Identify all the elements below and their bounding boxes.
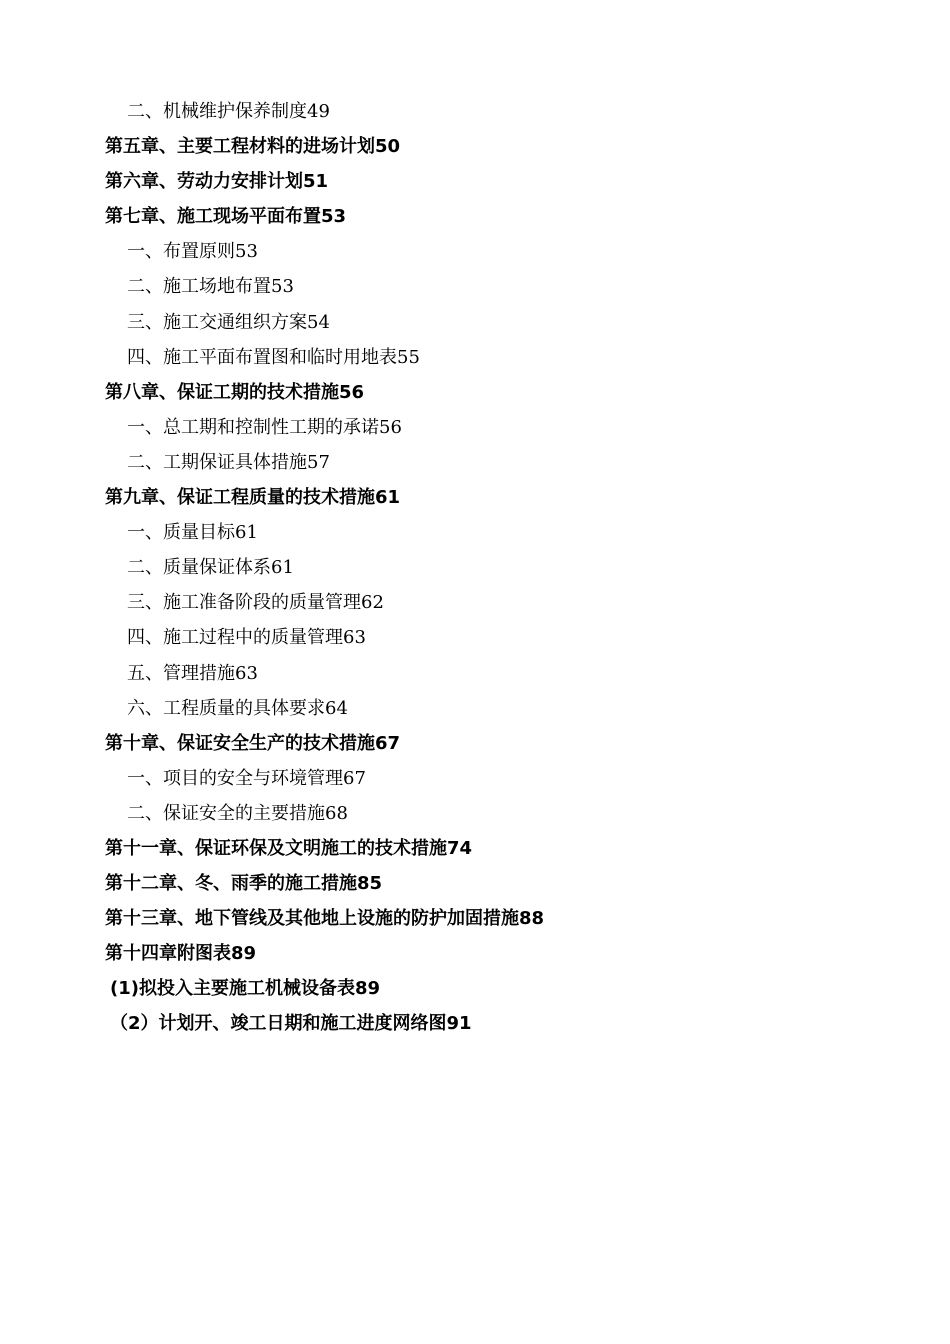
toc-entry-section[interactable]: 二、保证安全的主要措施68 — [127, 802, 348, 824]
toc-entry-section[interactable]: 三、施工交通组织方案54 — [127, 311, 330, 333]
toc-entry-chapter[interactable]: 第十三章、地下管线及其他地上设施的防护加固措施88 — [105, 908, 545, 930]
toc-entry-section[interactable]: 四、施工过程中的质量管理63 — [127, 627, 366, 649]
toc-entry-section[interactable]: 一、质量目标61 — [127, 522, 258, 544]
toc-entry-chapter[interactable]: 第五章、主要工程材料的进场计划50 — [105, 136, 401, 158]
toc-entry-section[interactable]: 六、工程质量的具体要求64 — [127, 697, 348, 719]
toc-entry-chapter[interactable]: 第十四章附图表89 — [105, 943, 257, 965]
toc-entry-section[interactable]: 二、机械维护保养制度49 — [127, 101, 330, 122]
toc-entry-chapter[interactable]: 第十二章、冬、雨季的施工措施85 — [105, 873, 383, 895]
toc-entry-chapter[interactable]: 第十章、保证安全生产的技术措施67 — [105, 732, 401, 754]
toc-entry-section[interactable]: 二、质量保证体系61 — [127, 557, 294, 579]
toc-entry-chapter[interactable]: 第九章、保证工程质量的技术措施61 — [105, 487, 401, 509]
toc-entry-chapter[interactable]: 第十一章、保证环保及文明施工的技术措施74 — [105, 837, 473, 859]
toc-entry-section[interactable]: 一、布置原则53 — [127, 241, 258, 263]
table-of-contents — [0, 94, 950, 1042]
toc-entry-chapter[interactable]: 第七章、施工现场平面布置53 — [105, 206, 347, 228]
toc-entry-section[interactable]: 一、项目的安全与环境管理67 — [127, 767, 366, 789]
toc-entry-annex[interactable]: (1)拟投入主要施工机械设备表89 — [110, 978, 381, 1000]
toc-entry-section[interactable]: 五、管理措施63 — [127, 662, 258, 684]
toc-entry-section[interactable]: 三、施工准备阶段的质量管理62 — [127, 592, 384, 614]
toc-entry-section[interactable]: 二、施工场地布置53 — [127, 276, 294, 298]
toc-entry-annex[interactable]: （2）计划开、竣工日期和施工进度网络图91 — [110, 1013, 472, 1035]
toc-entry-chapter[interactable]: 第六章、劳动力安排计划51 — [105, 171, 329, 193]
toc-entry-section[interactable]: 二、工期保证具体措施57 — [127, 451, 330, 473]
toc-entry-section[interactable]: 一、总工期和控制性工期的承诺56 — [127, 416, 402, 438]
toc-entry-chapter[interactable]: 第八章、保证工期的技术措施56 — [105, 381, 365, 403]
toc-entry-section[interactable]: 四、施工平面布置图和临时用地表55 — [127, 346, 420, 368]
